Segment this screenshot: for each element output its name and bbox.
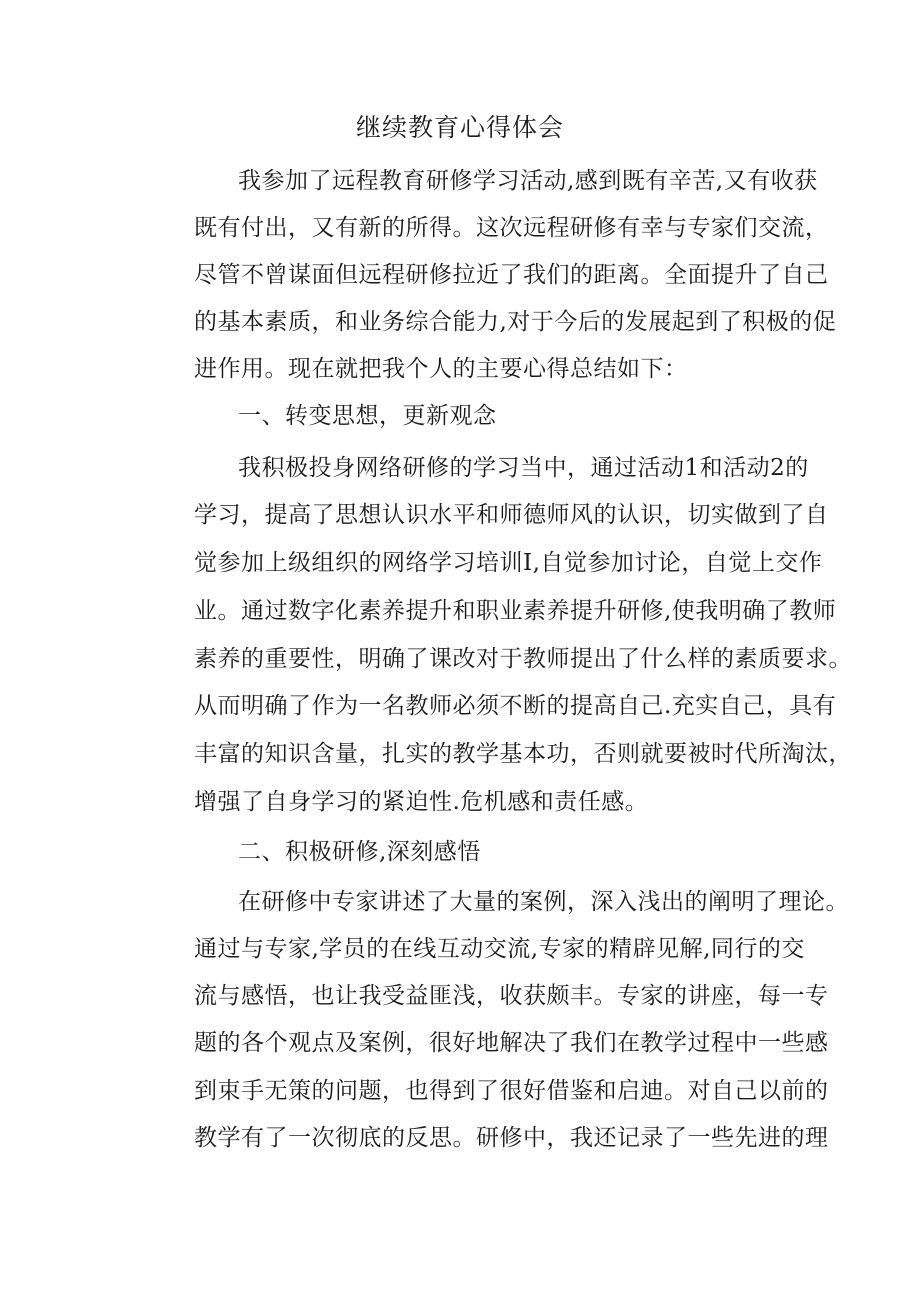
paragraph-2-line: 丰富的知识含量，扎实的教学基本功，否则就要被时代所淘汰， [194, 741, 852, 767]
paragraph-3-line: 通过与专家,学员的在线互动交流,专家的精辟见解,同行的交 [194, 936, 805, 962]
paragraph-1-line: 我参加了远程教育研修学习活动,感到既有辛苦,又有收获 [238, 168, 818, 194]
paragraph-3-line: 题的各个观点及案例，很好地解决了我们在教学过程中一些感 [194, 1030, 829, 1056]
paragraph-3-line: 教学有了一次彻底的反思。研修中，我还记录了一些先进的理 [194, 1125, 829, 1151]
paragraph-2-line: 业。通过数字化素养提升和职业素养提升研修,使我明确了教师 [194, 598, 837, 624]
page-title: 继续教育心得体会 [355, 113, 564, 142]
paragraph-2-line: 学习，提高了思想认识水平和师德师风的认识，切实做到了自 [194, 502, 829, 528]
paragraph-1-line: 进作用。现在就把我个人的主要心得总结如下： [194, 356, 688, 382]
paragraph-2-line: 素养的重要性，明确了课改对于教师提出了什么样的素质要求。 [194, 646, 852, 672]
paragraph-2-line: 我积极投身网络研修的学习当中，通过活动1和活动2的 [238, 455, 809, 481]
paragraph-1-line: 的基本素质，和业务综合能力,对于今后的发展起到了积极的促 [194, 309, 837, 335]
paragraph-1-line: 既有付出，又有新的所得。这次远程研修有幸与专家们交流， [194, 215, 829, 241]
paragraph-2-line: 觉参加上级组织的网络学习培训I,自觉参加讨论，自觉上交作 [194, 550, 823, 576]
section-heading-2: 二、积极研修,深刻感悟 [238, 839, 481, 865]
section-heading-1: 一、转变思想，更新观念 [238, 403, 497, 429]
paragraph-1-line: 尽管不曾谋面但远程研修拉近了我们的距离。全面提升了自己 [194, 262, 829, 288]
paragraph-2-line: 增强了自身学习的紧迫性.危机感和责任感。 [194, 789, 649, 815]
paragraph-3-line: 流与感悟，也让我受益匪浅，收获颇丰。专家的讲座，每一专 [194, 983, 829, 1009]
paragraph-2-line: 从而明确了作为一名教师必须不断的提高自己.充实自己，具有 [194, 693, 837, 719]
paragraph-3-line: 在研修中专家讲述了大量的案例，深入浅出的阐明了理论。 [238, 889, 849, 915]
paragraph-3-line: 到束手无策的问题，也得到了很好借鉴和启迪。对自己以前的 [194, 1078, 829, 1104]
